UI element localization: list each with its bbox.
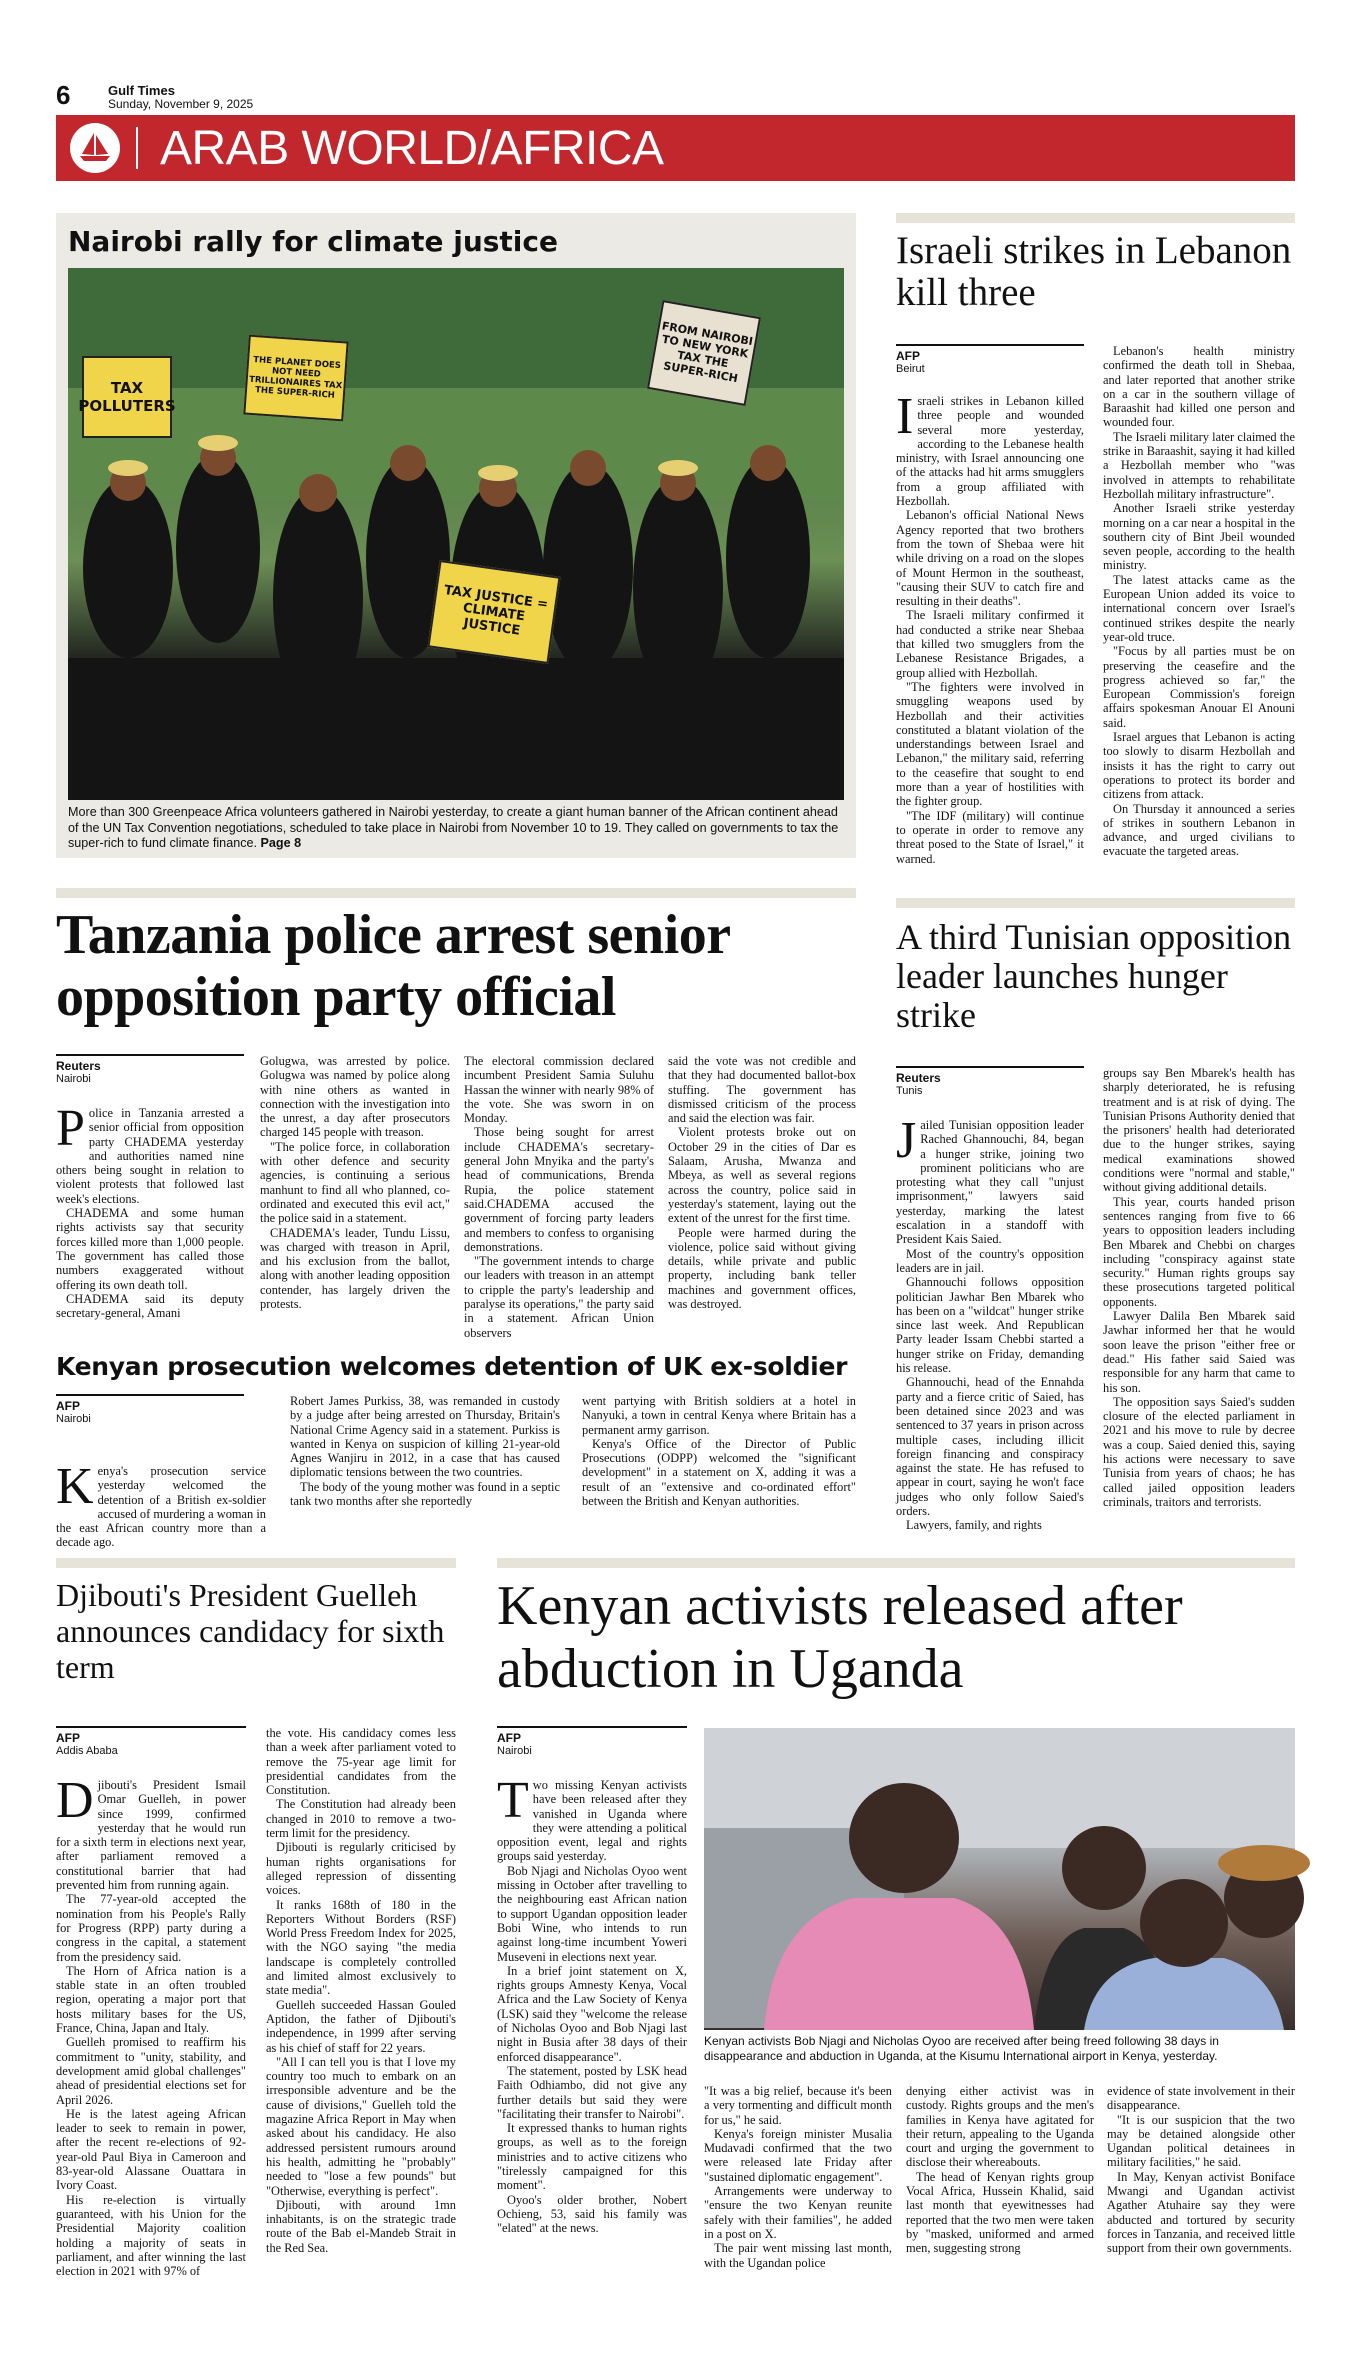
byline-source: AFP [896, 349, 920, 363]
paragraph: Ghannouchi, head of the Ennahda party and a fierce critic of Saied, has been detained since 2023 and was sentenced to 37 years in prison across multiple cases, including illicit foreign financing and conspiracy against the state. He has refused to appear in court, saying he won't face judges who only follow Saied's orders. [896, 1375, 1084, 1519]
byline-source: AFP [56, 1731, 80, 1745]
paragraph: Djibouti, with around 1mn inhabitants, is on the strategic trade route of the Bab el-Mandeb Strait in the Red Sea. [266, 2197, 456, 2255]
paragraph: ailed Tunisian opposition leader Rached Ghannouchi, 84, began a hunger strike, joining two prominent politicians who are protesting what they call "unjust imprisonment," lawyers said yesterday, marking the latest escalation in a standoff with President Kais Saied. [896, 1118, 1084, 1247]
tanzania-byline [56, 1054, 244, 1085]
paragraph: Lebanon's official National News Agency reported that two brothers from the town of Shebaa were hit while driving on a road on the slopes of Mount Hermon in the southeast, "causing their SUV to catch fire and resulting in their deaths". [896, 508, 1084, 609]
paragraph: Bob Njagi and Nicholas Oyoo went missing in October after travelling to the neighbouring east African nation to support Ugandan opposition leader Bobi Wine, who intends to run against long-time incumbent Yoweri Museveni in elections next year. [497, 1863, 687, 1964]
paragraph: The Israeli military later claimed the strike in Baraashit, saying it had killed a Hezbollah member who "was involved in attempts to rehabilitate Hezbollah military infrastructure". [1103, 429, 1295, 501]
sign-planet: THE PLANET DOES NOT NEED TRILLIONAIRES TAX THE SUPER-RICH [243, 335, 348, 422]
paragraph: Lebanon's health ministry confirmed the death toll in Shebaa, and later reported that another strike on a car in the southern village of Baraashit had killed one person and wounded four. [1103, 344, 1295, 430]
kenya-uk-column-1 [56, 1458, 266, 1550]
paragraph: "The police force, in collaboration with other defence and security agencies, is continuing a serious manhunt to find all who planned, co-ordinated and executed this evil act," the police said in a statement. [260, 1139, 450, 1226]
paragraph: Lawyer Dalila Ben Mbarek said Jawhar informed her that he would soon leave the prison "either free or dead." His father said Saied was responsible for any harm that came to his son. [1103, 1309, 1295, 1395]
article-top-rule [497, 1558, 1295, 1568]
uganda-byline [497, 1726, 687, 1757]
paragraph: wo missing Kenyan activists have been released after they vanished in Uganda where they were attending a political opposition event, legal and rights groups said yesterday. [497, 1778, 687, 1864]
tanzania-headline: Tanzania police arrest senior opposition party official [56, 904, 730, 1028]
paragraph: The 77-year-old accepted the nomination from his People's Rally for Progress (RPP) party during a congress in the capital, a statement from the presidency said. [56, 1892, 246, 1964]
byline-rule [896, 344, 1084, 346]
section-title: ARAB WORLD/AFRICA [160, 122, 664, 175]
paragraph: The latest attacks came as the European Union added its voice to international concern over Israel's continued strikes despite the nearly year-old truce. [1103, 572, 1295, 644]
paragraph: said the vote was not credible and that they had documented ballot-box stuffing. The government has dismissed criticism of the process and said the election was fair. [668, 1054, 856, 1126]
paragraph: olice in Tanzania arrested a senior official from opposition party CHADEMA yesterday and authorities named nine others being sought in relation to violent protests that followed last week's elections. [56, 1106, 244, 1206]
article-top-rule [56, 888, 856, 898]
paragraph: sraeli strikes in Lebanon killed three people and wounded several more yesterday, according to the Lebanese health ministry, with Israel announcing one of the attacks had hit arms smugglers from a group affiliated with Hezbollah. [896, 394, 1084, 509]
paragraph: Another Israeli strike yesterday morning on a car near a hospital in the southern city of Bint Jbeil wounded seven people, according to the health ministry. [1103, 501, 1295, 573]
paragraph: jibouti's President Ismail Omar Guelleh, in power since 1999, confirmed yesterday that he would run for a sixth term in elections next year, after parliament removed a constitutional barrier that had prevented him from running again. [56, 1778, 246, 1893]
uganda-column-1 [497, 1772, 687, 2336]
byline-source: Reuters [896, 1071, 941, 1085]
photo-caption-page-ref: Page 8 [260, 836, 302, 850]
uganda-headline: Kenyan activists released after abduction in Uganda [497, 1575, 1183, 1700]
tunisia-column-1 [896, 1112, 1084, 1540]
tanzania-column-3 [464, 1054, 654, 1338]
paragraph: Guelleh succeeded Hassan Gouled Aptidon, the father of Djibouti's independence, in 1999 after serving as his chief of staff for 22 years. [266, 1997, 456, 2055]
paragraph: Guelleh promised to reaffirm his commitment to "unity, stability, and development amid global challenges" ahead of presidential elections set for April 2026. [56, 2035, 246, 2107]
paper-date: Sunday, November 9, 2025 [108, 97, 254, 111]
tanzania-column-1 [56, 1100, 244, 1338]
dropcap: T [497, 1772, 529, 1829]
byline-rule [896, 1066, 1084, 1068]
sign-nairobi-new-york: FROM NAIROBI TO NEW YORK TAX THE SUPER-RICH [647, 300, 761, 406]
tunisia-headline: A third Tunisian opposition leader launches hunger strike [896, 917, 1292, 1035]
byline-location: Nairobi [497, 1745, 532, 1757]
paragraph: "The government intends to charge our leaders with treason in an attempt to cripple the party's leadership and paralyse its operations," the party said in a statement. African Union observers [464, 1254, 654, 1340]
dropcap: J [896, 1112, 917, 1169]
paragraph: People were harmed during the violence, police said without giving details, while private and public property, including bank teller machines and government offices, was destroyed. [668, 1225, 856, 1312]
uganda-column-4 [1107, 2084, 1295, 2336]
djibouti-byline [56, 1726, 246, 1757]
paragraph: His re-election is virtually guaranteed, with his Union for the Presidential Majority coalition holding a majority of seats in parliament, and after winning the last election in 2021 with 97% of [56, 2192, 246, 2279]
paragraph: The pair went missing last month, with the Ugandan police [704, 2241, 892, 2270]
paragraph: In a brief joint statement on X, rights groups Amnesty Kenya, Vocal Africa and the Law Society of Kenya (LSK) said they "welcome the release of Nicholas Oyoo and Bob Njagi last night in Busia after 38 days of their enforced disappearance". [497, 1963, 687, 2064]
dropcap: K [56, 1458, 94, 1515]
uganda-column-3 [906, 2084, 1094, 2336]
paragraph: Golugwa, was arrested by police. Golugwa was named by police along with nine others as wanted in connection with the investigation into the unrest, a day after prosecutors charged 145 people with treason. [260, 1054, 450, 1140]
israel-headline: Israeli strikes in Lebanon kill three [896, 229, 1292, 315]
djibouti-column-1 [56, 1772, 246, 2336]
activists-photo [704, 1728, 1295, 2030]
paragraph: Kenya's foreign minister Musalia Mudavadi confirmed that the two were released late Friday after "sustained diplomatic engagement". [704, 2126, 892, 2184]
paragraph: On Thursday it announced a series of strikes in southern Lebanon in advance, and urged civilians to evacuate the targeted areas. [1103, 801, 1295, 859]
paragraph: This year, courts handed prison sentences ranging from five to 66 years to opposition leaders including Ben Mbarek and Chebbi on charges including "conspiracy against state security." Human rights groups say these prosecutions targeted political opponents. [1103, 1194, 1295, 1309]
activists-photo-caption: Kenyan activists Bob Njagi and Nicholas Oyoo are received after being freed following 38 days in disappearance and abduction in Uganda, at the Kisumu International airport in Kenya, yesterday. [704, 2034, 1219, 2063]
israel-column-1 [896, 388, 1084, 872]
djibouti-column-2 [266, 1726, 456, 2336]
paper-name: Gulf Times [108, 83, 175, 98]
paragraph: The statement, posted by LSK head Faith Odhiambo, did not give any further details but said they were "facilitating their transfer to Nairobi". [497, 2063, 687, 2121]
paragraph: Ghannouchi follows opposition politician Jawhar Ben Mbarek who has been on a "wildcat" hunger strike since last week. And Republican Party leader Issam Chebbi started a hunger strike on Friday, demanding his release. [896, 1275, 1084, 1376]
paragraph: CHADEMA said its deputy secretary-general, Amani [56, 1291, 244, 1321]
paragraph: CHADEMA's leader, Tundu Lissu, was charged with treason in April, and his exclusion from the ballot, along with another leading opposition contender, has largely driven the protests. [260, 1225, 450, 1312]
paragraph: Most of the country's opposition leaders are in jail. [896, 1246, 1084, 1275]
paragraph: "It is our suspicion that the two may be detained alongside other Ugandan political detainees in military facilities," he said. [1107, 2112, 1295, 2170]
israel-column-2 [1103, 344, 1295, 872]
tunisia-column-2 [1103, 1066, 1295, 1540]
byline-location: Beirut [896, 363, 925, 375]
djibouti-headline: Djibouti's President Guelleh announces candidacy for sixth term [56, 1577, 445, 1685]
kenya-uk-column-3 [582, 1394, 856, 1542]
paragraph: "Focus by all parties must be on preserving the ceasefire and the progress achieved so far," the European Commission's foreign affairs spokesman Anouar El Anouni said. [1103, 644, 1295, 730]
banner-divider [136, 127, 138, 169]
paragraph: The opposition says Saied's sudden closure of the elected parliament in 2021 and his move to rule by decree was a coup. Saied denied this, saying his actions were necessary to save Tunisia from years of chaos; he has called jailed opposition leaders criminals, traitors and terrorists. [1103, 1394, 1295, 1509]
paragraph: the vote. His candidacy comes less than a week after parliament voted to remove the 75-year age limit for presidential candidates from the Constitution. [266, 1726, 456, 1798]
photo-feature [56, 213, 856, 858]
paragraph: Violent protests broke out on October 29 in the cities of Dar es Salaam, Arusha, Mwanza and Mbeya, as well as several regions across the country, police said in yesterday's statement, laying out the extent of the unrest for the first time. [668, 1125, 856, 1226]
sign-tax-justice: TAX JUSTICE = CLIMATE JUSTICE [427, 560, 560, 664]
dropcap: D [56, 1772, 94, 1829]
byline-rule [56, 1394, 244, 1396]
paragraph: Lawyers, family, and rights [906, 1518, 1042, 1533]
byline-source: AFP [497, 1731, 521, 1745]
paragraph: The Israeli military confirmed it had conducted a strike near Shebaa that killed two smugglers from the Lebanese Resistance Brigades, a group allied with Hezbollah. [896, 608, 1084, 680]
byline-rule [56, 1054, 244, 1056]
photo-caption [68, 805, 844, 852]
paragraph: "All I can tell you is that I love my country too much to embark on an irresponsible adventure and be the cause of divisions," Guelleh told the magazine Africa Report in May when asked about his candidacy. He also addressed persistent rumours around his health, admitting he "probably" needed to "lose a few pounds" but "Otherwise, everything is perfect". [266, 2054, 456, 2198]
kenya-uk-headline: Kenyan prosecution welcomes detention of UK ex-soldier [56, 1352, 848, 1381]
tanzania-column-2 [260, 1054, 450, 1338]
article-top-rule [896, 898, 1295, 908]
israel-byline [896, 344, 1084, 375]
kenya-uk-column-2 [290, 1394, 560, 1542]
paragraph: evidence of state involvement in their disappearance. [1107, 2084, 1295, 2113]
dropcap: P [56, 1100, 85, 1157]
paragraph: enya's prosecution service yesterday welcomed the detention of a British ex-soldier accused of murdering a woman in the east African country more than a decade ago. [56, 1464, 266, 1550]
byline-location: Addis Ababa [56, 1745, 118, 1757]
paragraph: "The IDF (military) will continue to operate in order to remove any threat posed to the State of Israel," it warned. [896, 808, 1084, 866]
paragraph: In May, Kenyan activist Boniface Mwangi and Ugandan activist Agather Atuhaire say they were abducted and tortured by security forces in Tanzania, and received little support from their own governments. [1107, 2169, 1295, 2256]
paragraph: The body of the young mother was found in a septic tank two months after she reportedly [290, 1479, 560, 1509]
section-banner [56, 115, 1295, 181]
byline-rule [56, 1726, 246, 1728]
tanzania-column-4 [668, 1054, 856, 1338]
paragraph: Djibouti is regularly criticised by human rights organisations for alleged repression of dissenting voices. [266, 1840, 456, 1898]
paragraph: CHADEMA and some human rights activists say that security forces killed more than 1,000 people. The government has called those numbers exaggerated without offering its own death toll. [56, 1206, 244, 1292]
paragraph: denying either activist was in custody. Rights groups and the men's families in Kenya have agitated for their return, appealing to the Uganda court and urging the government to disclose their whereabouts. [906, 2084, 1094, 2170]
dropcap: I [896, 388, 914, 445]
paragraph: went partying with British soldiers at a hotel in Nanyuki, a town in central Kenya where Britain has a permanent army garrison. [582, 1394, 856, 1437]
photo-feature-headline: Nairobi rally for climate justice [68, 225, 558, 258]
article-top-rule [896, 213, 1295, 223]
paragraph: "The fighters were involved in smuggling weapons used by Hezbollah and their activities constituted a blatant violation of the understandings between Israel and Lebanon," the military said, referring to the ceasefire that sought to end more than a year of hostilities with the fighter group. [896, 679, 1084, 809]
paragraph: The Constitution had already been changed in 2010 to remove a two-term limit for the presidency. [266, 1797, 456, 1841]
paragraph: "It was a big relief, because it's been a very tormenting and difficult month for us," he said. [704, 2084, 892, 2127]
byline-rule [497, 1726, 687, 1728]
byline-source: Reuters [56, 1059, 101, 1073]
paragraph: Those being sought for arrest include CHADEMA's secretary-general John Mnyika and the party's head of communications, Brenda Rupia, the police statement said.CHADEMA accused the government of forcing party leaders and members to confess to organising demonstrations. [464, 1125, 654, 1254]
byline-location: Nairobi [56, 1413, 91, 1425]
paragraph: The electoral commission declared incumbent President Samia Suluhu Hassan the winner with nearly 98% of the vote. She was sworn in on Monday. [464, 1054, 654, 1126]
photo-caption-text: More than 300 Greenpeace Africa volunteers gathered in Nairobi yesterday, to create a giant human banner of the African continent ahead of the UN Tax Convention negotiations, scheduled to take place in Nairobi from November 10 to 19. They called on governments to tax the super-rich to fund climate finance. [68, 805, 839, 850]
dhow-logo-icon [70, 123, 120, 173]
byline-source: AFP [56, 1399, 80, 1413]
paragraph: It expressed thanks to human rights groups, as well as to the foreign ministries and to active citizens who "tirelessly campaigned for this moment". [497, 2121, 687, 2193]
byline-location: Nairobi [56, 1073, 91, 1085]
kenya-uk-byline [56, 1394, 244, 1425]
paragraph: Israel argues that Lebanon is acting too slowly to disarm Hezbollah and insists it has the right to carry out operations to protect its border and citizens from attack. [1103, 730, 1295, 802]
byline-location: Tunis [896, 1085, 923, 1097]
paragraph: Oyoo's older brother, Nobert Ochieng, 53, said his family was "elated" at the news. [497, 2192, 687, 2236]
paragraph: Kenya's Office of the Director of Public Prosecutions (ODPP) welcomed the "significant development" in a statement on X, adding it was a result of an "extensive and co-ordinated effort" between the British and Kenyan authorities. [582, 1436, 856, 1509]
paragraph: Robert James Purkiss, 38, was remanded in custody by a judge after being arrested on Thursday, Britain's National Crime Agency said in a statement. Purkiss is wanted in Kenya on suspicion of killing 21-year-old Agnes Wanjiru in 2012, in a case that has caused diplomatic tensions between the two countries. [290, 1394, 560, 1480]
paragraph: groups say Ben Mbarek's health has sharply deteriorated, he is refusing treatment and is at risk of dying. The Tunisian Prisons Authority denied that the prisoners' health had deteriorated due to the hunger strikes, saying medical examinations showed conditions were "normal and stable," without giving additional details. [1103, 1066, 1295, 1195]
article-top-rule [56, 1558, 456, 1568]
paragraph: The Horn of Africa nation is a stable state in an often troubled region, operating a major port that hosts military bases for the US, France, China, Japan and Italy. [56, 1963, 246, 2036]
tunisia-byline [896, 1066, 1084, 1097]
sign-tax-polluters: TAX POLLUTERS [82, 356, 172, 438]
rally-photo [68, 268, 844, 800]
paragraph: It ranks 168th of 180 in the Reporters Without Borders (RSF) World Press Freedom Index for 2025, with the NGO saying "the media landscape is completely controlled and limited almost exclusively to state media". [266, 1897, 456, 1998]
paragraph: He is the latest ageing African leader to seek to remain in power, after the recent re-elections of 92-year-old Paul Biya in Cameroon and 83-year-old Alassane Ouattara in Ivory Coast. [56, 2106, 246, 2193]
page-number: 6 [56, 80, 71, 110]
paragraph: The head of Kenyan rights group Vocal Africa, Hussein Khalid, said last month that eyewitnesses had reported that the two men were taken by "masked, uniformed and armed men, suggesting strong [906, 2169, 1094, 2256]
uganda-column-2 [704, 2084, 892, 2336]
paragraph: Arrangements were underway to "ensure the two Kenyan reunite safely with their families", he added in a post on X. [704, 2184, 892, 2241]
